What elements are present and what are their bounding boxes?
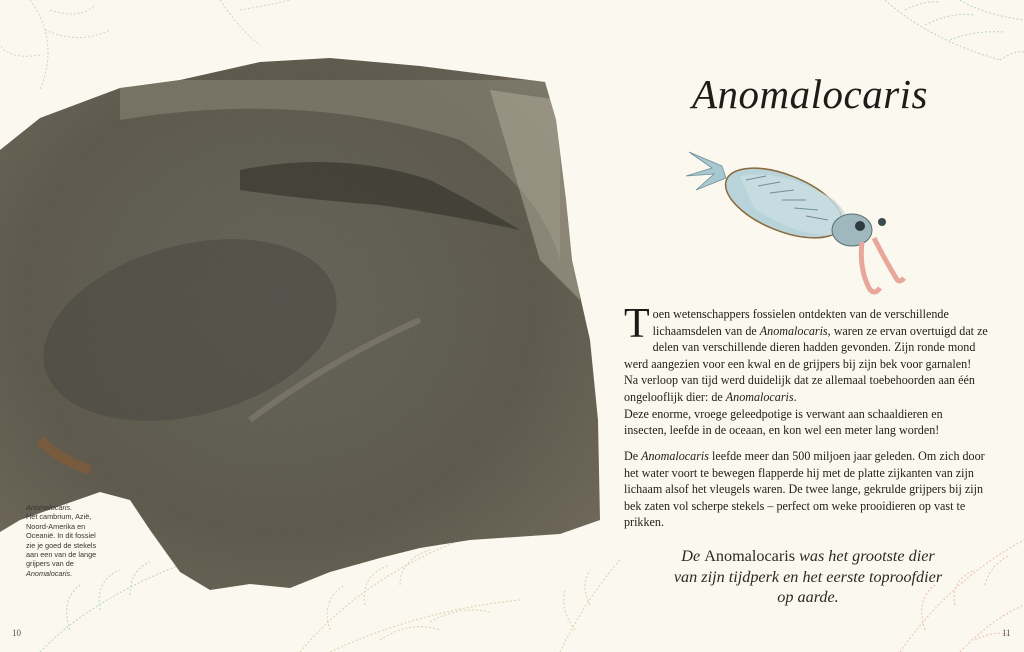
- page-title: Anomalocaris: [691, 71, 929, 117]
- drop-cap: T: [624, 301, 650, 347]
- page-number-right: 11: [1002, 628, 1011, 638]
- page-number-left: 10: [12, 628, 21, 638]
- paragraph-intro: Toen wetenschappers fossielen ontdekten van de verschillende lichaamsdelen van de Anomalocaris, waren ze ervan overtuigd dat ze delen van verschillende dieren hadden gevonden. Zijn ronde mond werd aangezien voor een kwal en de grijpers bij zijn bek voor garnalen! Na verloop van tijd werd duidelijk dat ze allemaal toebehoorden aan één ongelooflijk dier: de Anomalocaris. Deze enorme, vroege geleedpotige is verwant aan schaaldieren en insecten, leefde in de oceaan, en kon wel een meter lang worden!: [624, 301, 988, 438]
- anomalocaris-illustration: [684, 138, 914, 300]
- photo-caption: Anomalocaris. Het cambrium, Azië, Noord-Amerika en Oceanië. In dit fossiel zie je goed de stekels aan een van de lange grijpers van de Anomalocaris.: [26, 503, 97, 578]
- pull-quote: De Anomalocaris was het grootste dier van zijn tijdperk en het eerste toproofdier op aarde.: [673, 547, 943, 607]
- paragraph-body: De Anomalocaris leefde meer dan 500 miljoen jaar geleden. Om zich door het water voort te bewegen flapperde hij met de platte zijkanten van zijn lichaam alsof het vleugels waren. De twee lange, gekrulde grijpers bij zijn bek zaten vol scherpe stekels – perfect om weke prooidieren op vast te prikken.: [624, 449, 985, 530]
